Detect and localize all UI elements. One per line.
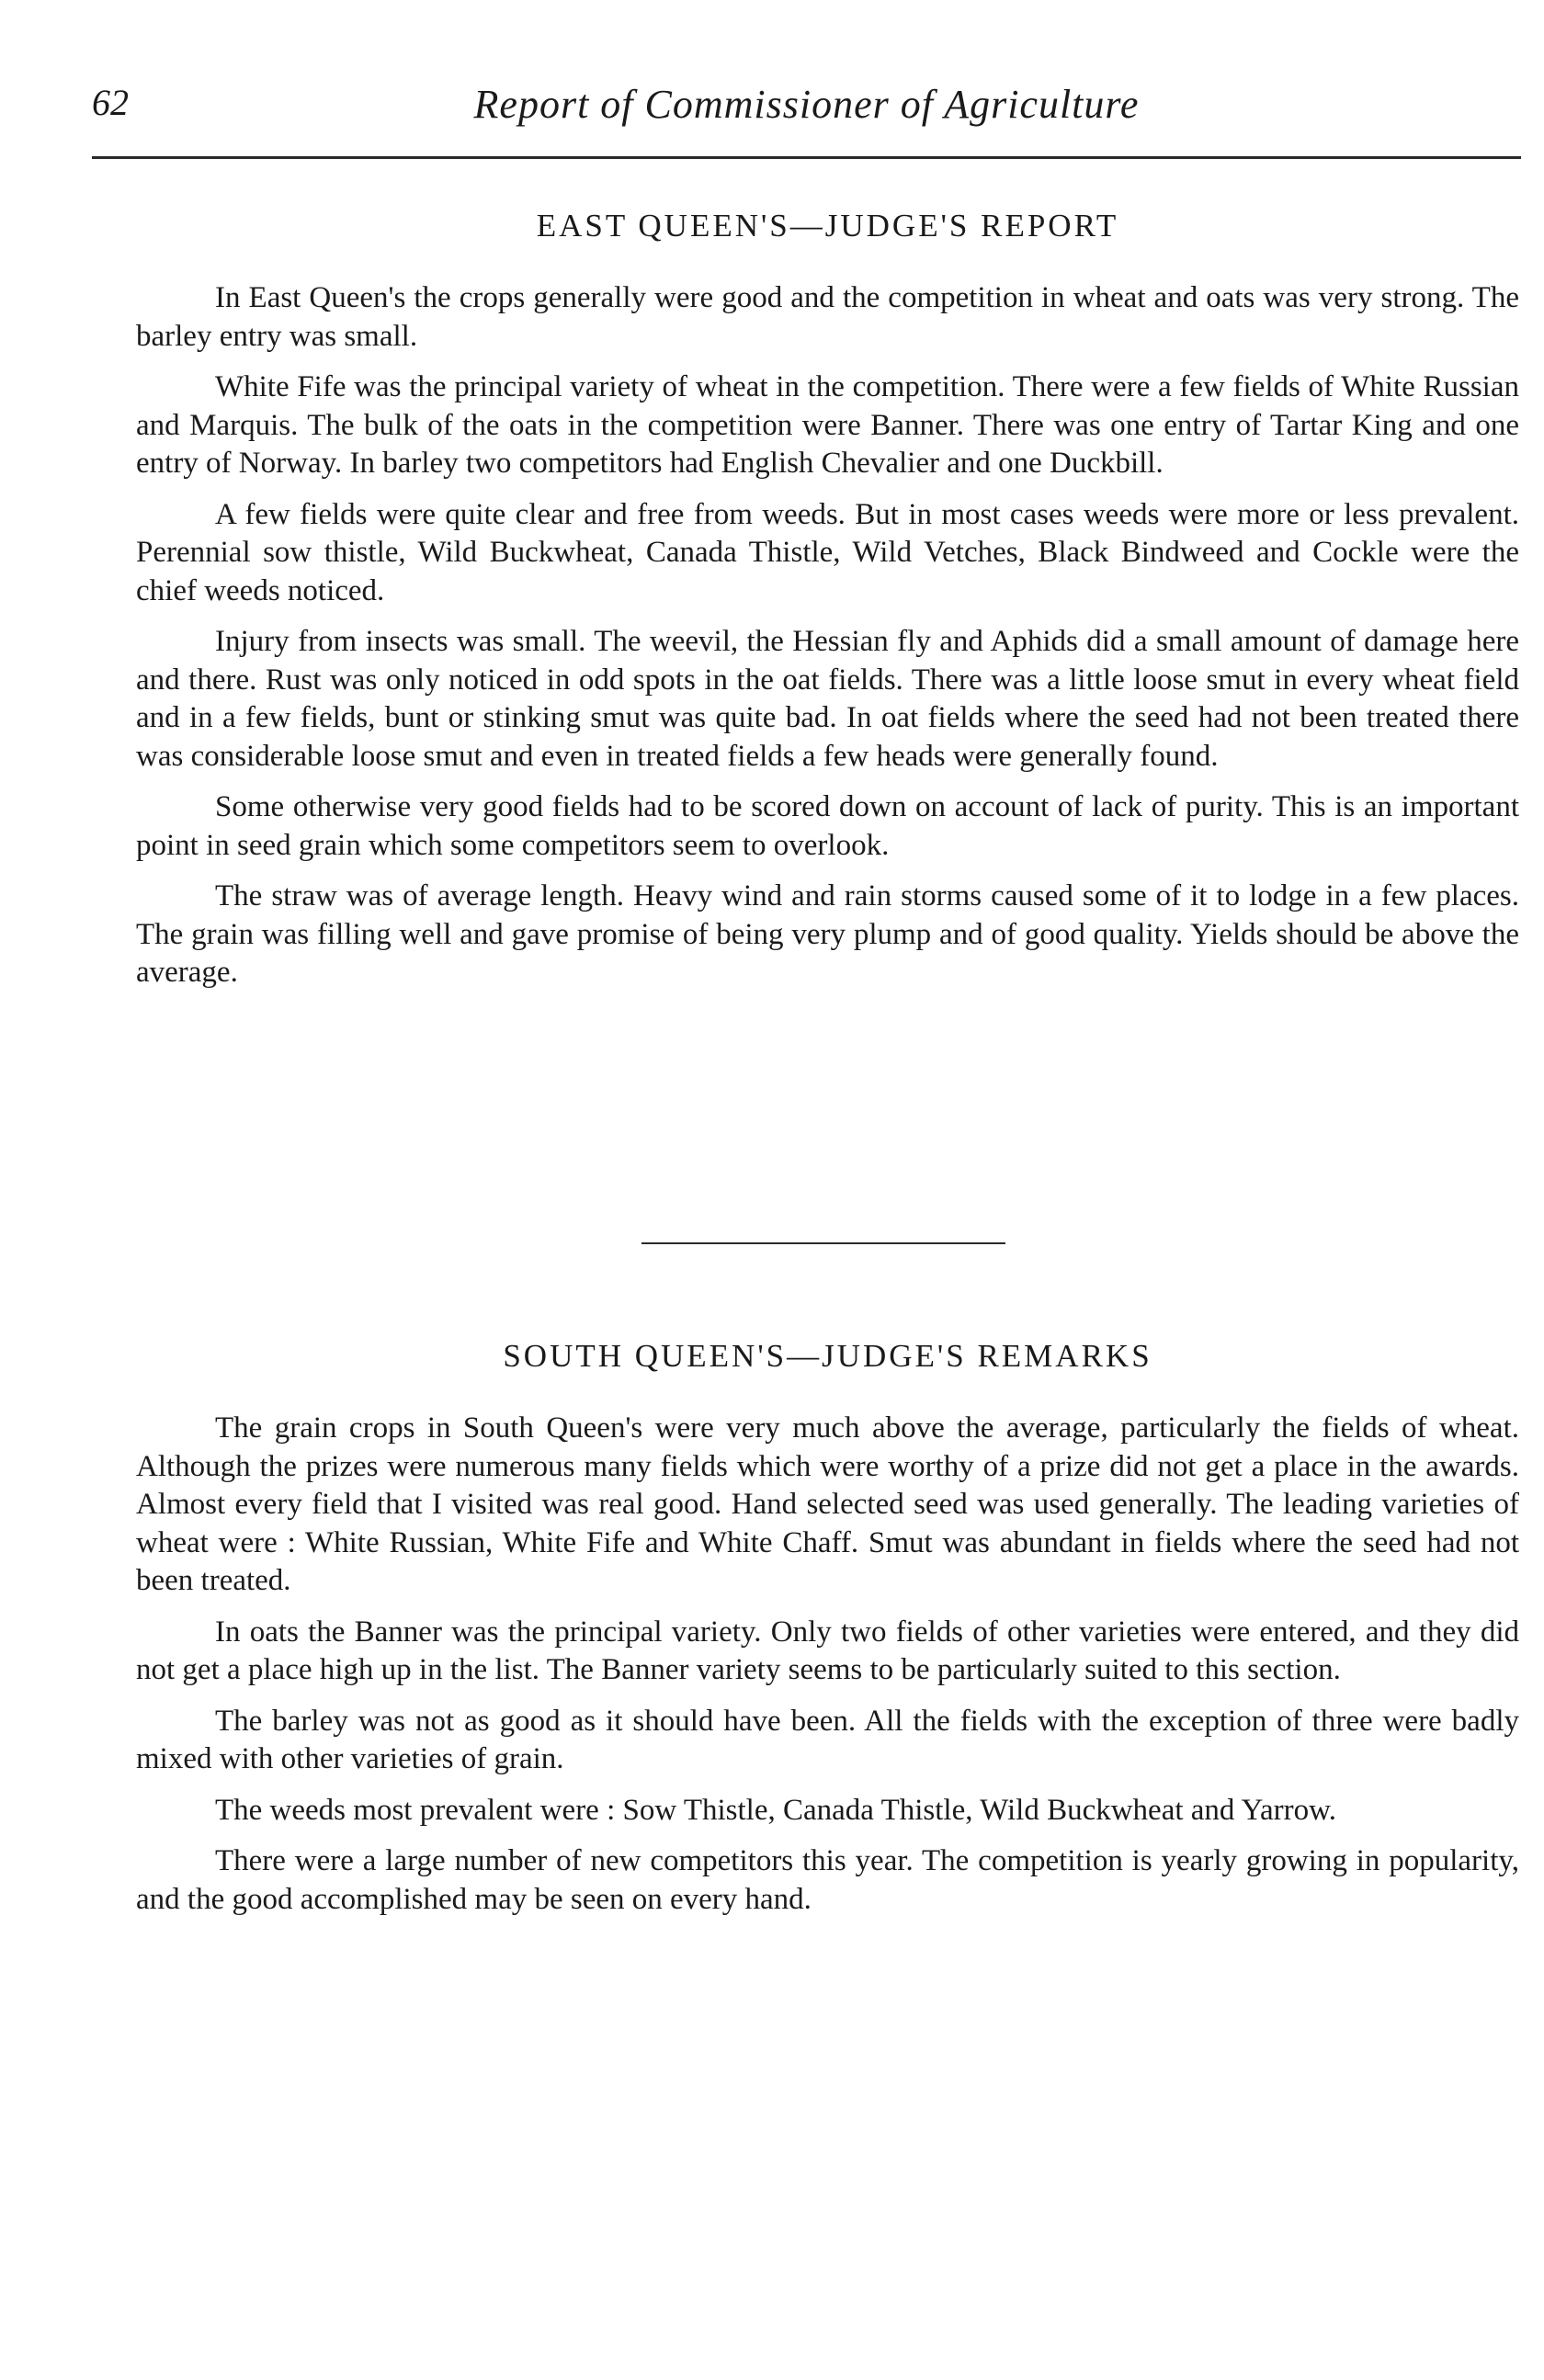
paragraph: The weeds most prevalent were : Sow Thistle, Canada Thistle, Wild Buckwheat and Yarrow. [215,1793,1337,1827]
paragraph: The grain crops in South Queen's were very much above the average, particularly the fields of wheat. Although the prizes were numerous many fields which were worthy of a prize did not get a place in the awards. Almost every field that I visited was real good. Hand selected seed was used generally. The leading varieties of wheat were : White Russian, White Fife and White Chaff. Smut was abundant in fields where the seed had not been treated. [136,1411,1519,1597]
section-heading: EAST QUEEN'S—JUDGE'S REPORT [536,208,1119,244]
paragraph: Injury from insects was small. The weevil, the Hessian fly and Aphids did a small amount of damage here and there. Rust was only noticed in odd spots in the oat fields. There was a little loose smut in every wheat field and in a few fields, bunt or stinking smut was quite bad. In oat fields where the seed had not been treated there was considerable loose smut and even in treated fields a few heads were generally found. [136,625,1519,773]
page-number: 62 [92,82,129,123]
paragraph: The straw was of average length. Heavy wind and rain storms caused some of it to lodge in a few places. The grain was filling well and gave promise of being very plump and of good quality. Yields should be above the average. [136,879,1519,989]
paragraph: In East Queen's the crops generally were good and the competition in wheat and oats was very strong. The barley entry was small. [136,281,1519,353]
running-title: Report of Commissioner of Agriculture [473,82,1140,127]
paragraph: The barley was not as good as it should have been. All the fields with the exception of three were badly mixed with other varieties of grain. [136,1704,1519,1775]
paragraph: A few fields were quite clear and free from weeds. But in most cases weeds were more or less prevalent. Perennial sow thistle, Wild Buckwheat, Canada Thistle, Wild Vetches, Black Bindweed and Cockle were the chief weeds noticed. [136,497,1519,607]
header-rule [92,156,1521,159]
section-south-queens [136,1338,1519,1932]
section-east-queens [136,208,1519,1005]
section-heading: SOUTH QUEEN'S—JUDGE'S REMARKS [503,1338,1152,1374]
paragraph: White Fife was the principal variety of wheat in the competition. There were a few fields of White Russian and Marquis. The bulk of the oats in the competition were Banner. There was one entry of Tartar King and one entry of Norway. In barley two competitors had English Chevalier and one Duckbill. [136,370,1519,480]
page-header [92,81,1521,136]
paragraph: In oats the Banner was the principal variety. Only two fields of other varieties were entered, and they did not get a place high up in the list. The Banner variety seems to be particularly suited to this section. [136,1615,1519,1686]
paragraph: There were a large number of new competitors this year. The competition is yearly growing in popularity, and the good accomplished may be seen on every hand. [136,1844,1519,1916]
paragraph: Some otherwise very good fields had to be scored down on account of lack of purity. This is an important point in seed grain which some competitors seem to overlook. [136,790,1519,862]
section-divider [641,1242,1005,1244]
